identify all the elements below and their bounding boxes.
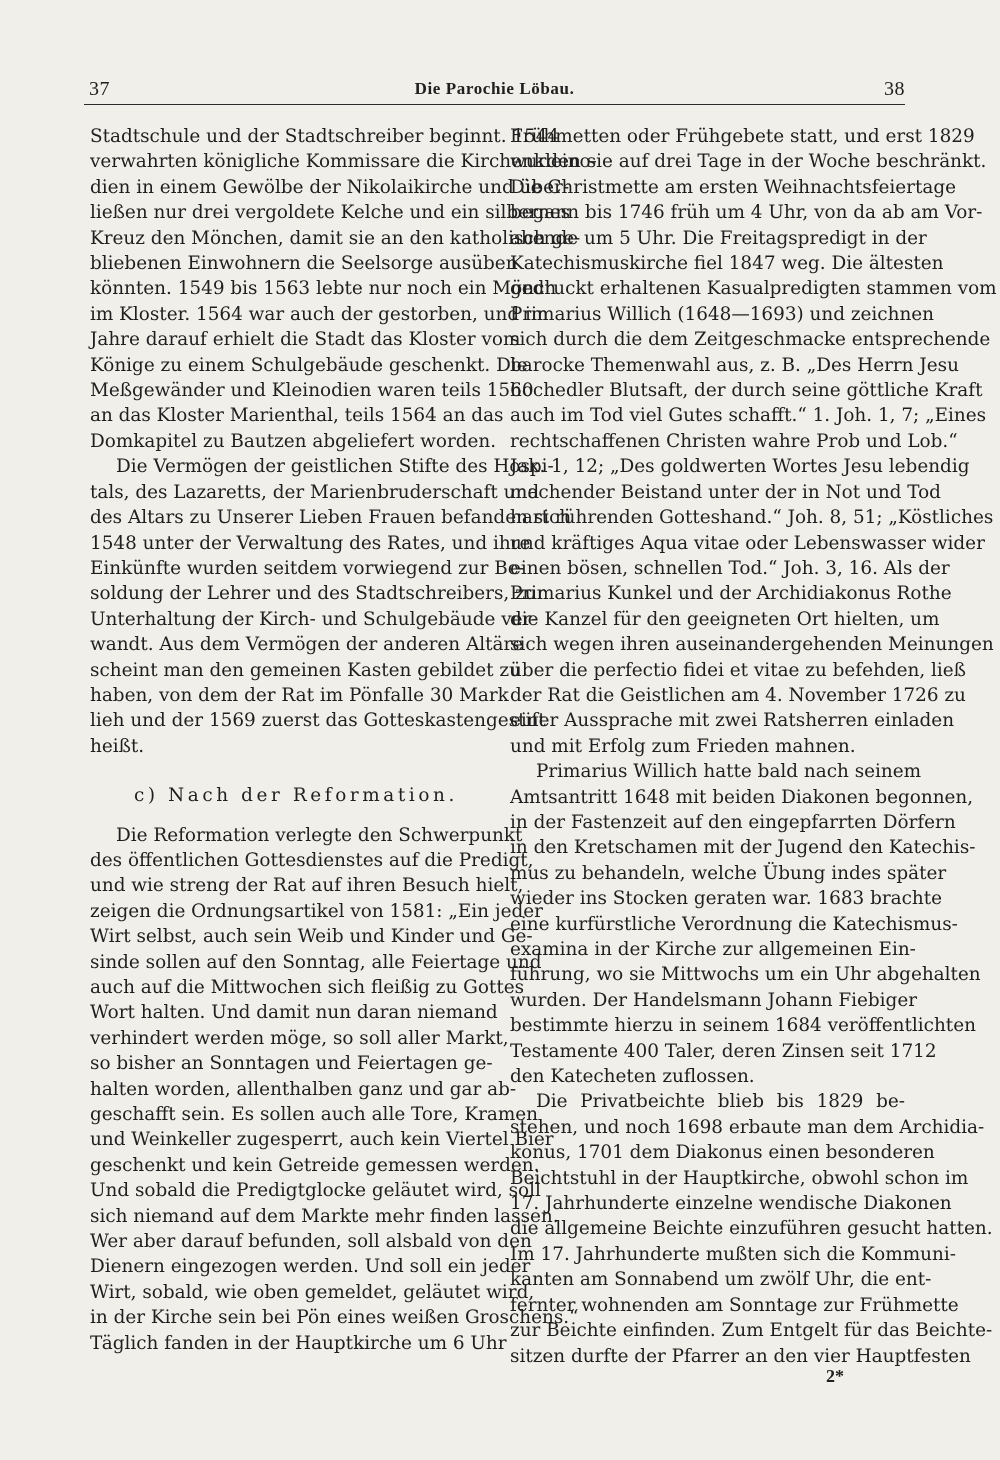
text-line: gedruckt erhaltenen Kasualpredigten stammen vom [510,278,997,300]
text-line: so bisher an Sonntagen und Feiertagen ge- [90,1053,493,1075]
text-line: und Weinkeller zugesperrt, auch kein Viertel Bier [90,1129,554,1151]
text-line: sich durch die dem Zeitgeschmacke entsprechende [510,329,991,351]
text-line: hochedler Blutsaft, der durch seine göttliche Kraft [510,380,983,402]
text-line: Jak. 1, 12; „Des goldwerten Wortes Jesu lebendig [510,456,970,478]
text-line: sinde sollen auf den Sonntag, alle Feiertage und [90,951,542,973]
text-line: lieh und der 1569 zuerst das Gotteskastengestift [90,710,546,732]
text-line: könnten. 1549 bis 1563 lebte nur noch ein Mönch [90,278,557,300]
text-line: zur Beichte einfinden. Zum Entgelt für das Beichte- [510,1320,993,1342]
text-line: dien in einem Gewölbe der Nikolaikirche und über- [90,176,570,198]
text-line: bliebenen Einwohnern die Seelsorge ausüben [90,253,518,275]
text-line: Beichtstuhl in der Hauptkirche, obwohl schon im [510,1167,969,1189]
page-number-right: 38 [884,78,905,100]
text-line: haben, von dem der Rat im Pönfalle 30 Mark [90,684,509,706]
text-line: Amtsantritt 1648 mit beiden Diakonen begonnen, [510,786,974,808]
text-line: einen bösen, schnellen Tod.“ Joh. 3, 16. Als der [510,557,950,579]
text-line: wurden sie auf drei Tage in der Woche beschränkt. [510,151,987,173]
text-line: auch im Tod viel Gutes schafft.“ 1. Joh. 1, 7; „Eines [510,405,987,427]
text-line: des öffentlichen Gottesdienstes auf die Predigt, [90,849,534,871]
text-line: bestimmte hierzu in seinem 1684 veröffentlichten [510,1015,976,1037]
running-header [84,74,905,105]
text-line: wurden. Der Handelsmann Johann Fiebiger [510,989,918,1011]
text-line: auch auf die Mittwochen sich fleißig zu Gottes [90,977,525,998]
text-line: der Rat die Geistlichen am 4. November 1726 zu [510,684,966,706]
text-line: geschafft sein. Es sollen auch alle Tore, Kramen [90,1104,538,1126]
text-line: hart rührenden Gotteshand.“ Joh. 8, 51; „Köstliches [510,507,994,529]
text-line: scheint man den gemeinen Kasten gebildet zu [90,659,521,681]
text-line: tals, des Lazaretts, der Marienbruderschaft und [90,481,540,503]
text-line: Die Reformation verlegte den Schwerpunkt [116,824,523,846]
text-line: konus, 1701 dem Diakonus einen besonderen [510,1142,935,1164]
text-line: in der Kirche sein bei Pön eines weißen Groschens.“ [90,1307,579,1329]
text-line: wieder ins Stocken geraten war. 1683 brachte [510,888,943,910]
text-line: 17. Jahrhunderte einzelne wendische Diakonen [510,1193,952,1215]
text-line: über die perfectio fidei et vitae zu befehden, ließ [510,659,966,681]
text-line: Die Privatbeichte blieb bis 1829 be- [536,1091,905,1113]
text-line: Primarius Willich hatte bald nach seinem [536,761,922,783]
text-line: Täglich fanden in der Hauptkirche um 6 Uhr [90,1332,507,1354]
text-line: 1548 unter der Verwaltung des Rates, und ihre [90,532,531,554]
right-column [510,124,997,1369]
text-line: halten worden, allenthalben ganz und gar ab- [90,1078,517,1100]
text-line: Katechismuskirche fiel 1847 weg. Die ältesten [510,253,944,275]
text-line: Wer aber darauf befunden, soll alsbald von den [90,1231,532,1253]
paragraph [90,454,572,759]
text-line: sich wegen ihren auseinandergehenden Meinungen [510,634,994,656]
text-line: führung, wo sie Mittwochs um ein Uhr abgehalten [510,964,981,986]
text-line: im Kloster. 1564 war auch der gestorben, und im [90,303,549,325]
text-line: wandt. Aus dem Vermögen der anderen Altäre [90,634,524,656]
text-line: Primarius Kunkel und der Archidiakonus Rothe [510,583,952,605]
text-line: Domkapitel zu Bautzen abgeliefert worden. [90,430,497,452]
text-line: Kreuz den Mönchen, damit sie an den katholisch ge- [90,227,581,249]
running-title: Die Parochie Löbau. [414,79,575,98]
text-line: Die Vermögen der geistlichen Stifte des Hospi- [116,456,554,478]
paragraph [510,124,997,759]
text-line: Wirt, sobald, wie oben gemeldet, geläutet wird, [90,1281,535,1303]
text-line: den Katecheten zuflossen. [510,1066,755,1088]
text-line: Einkünfte wurden seitdem vorwiegend zur Be- [90,557,525,579]
page-number-left: 37 [89,78,110,100]
text-line: Stadtschule und der Stadtschreiber beginnt. 1544 [90,126,560,147]
text-line: sich niemand auf dem Markte mehr finden lassen. [90,1205,559,1227]
text-line: und kräftiges Aqua vitae oder Lebenswasser wider [510,532,985,554]
text-line: die Kanzel für den geeigneten Ort hielten, um [510,608,940,630]
text-line: verwahrten königliche Kommissare die Kirchenkleino- [90,151,597,173]
text-line: in der Fastenzeit auf den eingepfarrten Dörfern [510,811,956,833]
text-line: heißt. [90,735,145,757]
text-line: die allgemeine Beichte einzuführen gesucht hatten. [510,1218,993,1240]
text-line: stehen, und noch 1698 erbaute man dem Archidia- [510,1116,985,1138]
text-line: begann bis 1746 früh um 4 Uhr, von da ab am Vor- [510,202,983,224]
signature-mark: 2* [826,1366,844,1386]
text-line: Könige zu einem Schulgebäude geschenkt. Die [90,354,528,376]
text-line: abende um 5 Uhr. Die Freitagspredigt in der [510,227,927,249]
text-line: Meßgewänder und Kleinodien waren teils 1560 [90,380,534,402]
text-line: Frühmetten oder Frühgebete statt, und erst 1829 [510,126,975,147]
text-line: sitzen durfte der Pfarrer an den vier Hauptfesten [510,1345,971,1367]
text-line: Testamente 400 Taler, deren Zinsen seit 1712 [510,1040,937,1062]
section-heading: c) Nach der Reformation. [134,785,458,807]
text-line: Und sobald die Predigtglocke geläutet wird, soll [90,1180,541,1202]
text-line: Im 17. Jahrhunderte mußten sich die Kommuni- [510,1243,956,1265]
text-line: an das Kloster Marienthal, teils 1564 an das [90,405,504,427]
text-line: verhindert werden möge, so soll aller Markt, [90,1027,509,1049]
text-line: und wie streng der Rat auf ihren Besuch hielt, [90,875,524,897]
text-line: Wort halten. Und damit nun daran niemand [90,1002,498,1024]
paragraph [90,823,579,1357]
text-line: des Altars zu Unserer Lieben Frauen befanden sich [90,507,572,529]
text-line: geschenkt und kein Getreide gemessen werden. [90,1154,540,1176]
text-line: examina in der Kirche zur allgemeinen Ein- [510,939,916,960]
paragraph [510,1089,993,1368]
text-line: soldung der Lehrer und des Stadtschreibers, zur [90,583,546,605]
text-line: Unterhaltung der Kirch- und Schulgebäude ver- [90,608,538,630]
text-line: und mit Erfolg zum Frieden mahnen. [510,735,856,757]
text-line: zeigen die Ordnungsartikel von 1581: „Ein jeder [90,900,543,922]
left-column [90,124,597,1356]
text-line: Wirt selbst, auch sein Weib und Kinder und Ge- [90,926,533,948]
text-line: in den Kretschamen mit der Jugend den Katechis- [510,837,976,859]
text-line: rechtschaffenen Christen wahre Prob und Lob.“ [510,430,958,452]
text-line: ließen nur drei vergoldete Kelche und ein silbernes [90,202,571,224]
paragraph [90,124,597,454]
text-line: Dienern eingezogen werden. Und soll ein jeder [90,1256,531,1278]
text-line: eine kurfürstliche Verordnung die Katechismus- [510,913,958,935]
text-line: Die Christmette am ersten Weihnachtsfeiertage [510,176,956,198]
paragraph [510,759,981,1089]
text-line: Primarius Willich (1648—1693) und zeichnen [510,303,935,325]
text-line: machender Beistand unter der in Not und Tod [510,481,941,503]
text-line: mus zu behandeln, welche Übung indes später [510,862,947,884]
text-line: barocke Themenwahl aus, z. B. „Des Herrn Jesu [510,354,959,376]
text-line: einer Aussprache mit zwei Ratsherren einladen [510,710,955,732]
text-line: fernter wohnenden am Sonntage zur Frühmette [510,1294,959,1316]
text-line: Jahre darauf erhielt die Stadt das Kloster vom [90,329,521,351]
text-line: kanten am Sonnabend um zwölf Uhr, die ent- [510,1269,932,1291]
